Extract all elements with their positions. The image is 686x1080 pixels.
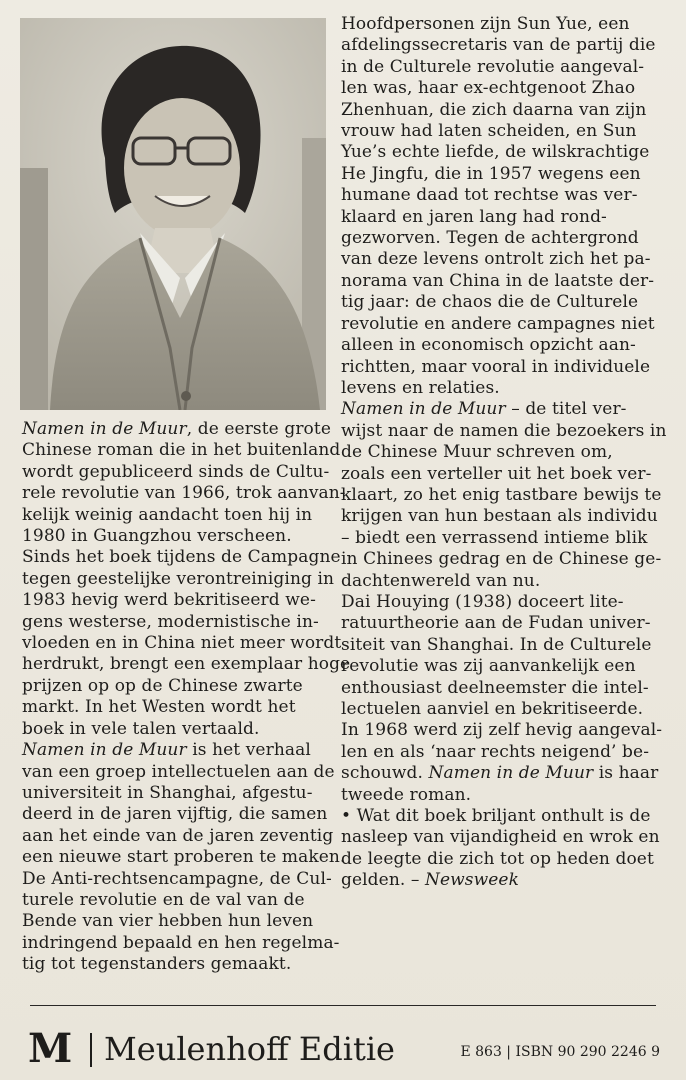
text-line bbox=[341, 571, 677, 592]
text-run: zoals een verteller uit het boek ver- bbox=[341, 463, 652, 484]
text-run: In 1968 werd zij zelf hevig aangeval- bbox=[341, 720, 663, 741]
text-run: een nieuwe start proberen te maken. bbox=[22, 847, 346, 868]
publisher-logo-icon: M bbox=[28, 1025, 72, 1072]
text-line bbox=[341, 763, 677, 784]
text-line bbox=[341, 613, 677, 634]
text-run: He Jingfu, die in 1957 wegens een bbox=[341, 163, 641, 184]
text-line bbox=[341, 742, 677, 763]
text-line bbox=[341, 35, 677, 56]
text-line bbox=[22, 547, 341, 568]
text-run: de Chinese Muur schreven om, bbox=[341, 442, 613, 463]
text-line bbox=[341, 399, 677, 420]
text-run: schouwd. bbox=[341, 763, 429, 784]
text-line bbox=[22, 483, 346, 504]
text-line bbox=[341, 357, 677, 378]
text-line bbox=[341, 100, 677, 121]
left-text-column bbox=[22, 419, 351, 976]
text-line bbox=[22, 633, 342, 654]
text-line bbox=[341, 164, 677, 185]
publisher-brand: Meulenhoff Editie bbox=[104, 1030, 395, 1068]
text-run: afdelingssecretaris van de partij die bbox=[341, 35, 656, 56]
text-run: tig tot tegenstanders gemaakt. bbox=[22, 954, 292, 975]
text-run: Sinds het boek tijdens de Campagne bbox=[22, 547, 341, 568]
text-line bbox=[341, 14, 677, 35]
text-run: krijgen van hun bestaan als individu bbox=[341, 506, 658, 527]
text-run: norama van China in de laatste der- bbox=[341, 270, 655, 291]
text-run: siteit van Shanghai. In de Culturele bbox=[341, 634, 652, 655]
text-line bbox=[341, 656, 677, 677]
text-line bbox=[341, 720, 677, 741]
text-line bbox=[22, 890, 332, 911]
text-run: boek in vele talen vertaald. bbox=[22, 718, 260, 739]
text-run: kelijk weinig aandacht toen hij in bbox=[22, 504, 313, 525]
text-line bbox=[341, 528, 677, 549]
italic-title: Newsweek bbox=[424, 870, 519, 891]
text-line bbox=[22, 590, 332, 611]
publisher-footer bbox=[28, 1027, 668, 1071]
text-line bbox=[341, 314, 677, 335]
text-run: is haar bbox=[593, 763, 659, 784]
text-line bbox=[22, 761, 335, 783]
italic-title: Namen in de Muur bbox=[22, 740, 187, 761]
text-line bbox=[22, 740, 332, 761]
text-line bbox=[22, 419, 332, 440]
logo-separator bbox=[90, 1033, 92, 1067]
text-line bbox=[22, 526, 332, 547]
text-line bbox=[341, 228, 677, 249]
text-run: universiteit in Shanghai, afgestu- bbox=[22, 782, 313, 803]
text-line bbox=[22, 911, 332, 932]
text-line bbox=[22, 440, 341, 461]
isbn-code: E 863 | ISBN 90 290 2246 9 bbox=[460, 1044, 660, 1060]
text-run: enthousiast deelneemster die intel- bbox=[341, 677, 649, 698]
italic-title: Namen in de Muur bbox=[22, 419, 187, 439]
text-line bbox=[341, 185, 677, 206]
text-run: nasleep van vijandigheid en wrok en bbox=[341, 827, 660, 848]
text-run: Bende van vier hebben hun leven bbox=[22, 911, 314, 932]
text-line bbox=[341, 506, 677, 527]
text-run: wordt gepubliceerd sinds de Cultu- bbox=[22, 461, 330, 482]
text-run: in de Culturele revolutie aangeval- bbox=[341, 56, 645, 77]
text-line bbox=[341, 806, 677, 827]
text-line bbox=[22, 676, 332, 697]
text-run: Hoofdpersonen zijn Sun Yue, een bbox=[341, 14, 630, 34]
text-line bbox=[341, 464, 677, 485]
text-run: klaard en jaren lang had rond- bbox=[341, 206, 607, 227]
text-run: rele revolutie van 1966, trok aanvan- bbox=[22, 483, 346, 504]
text-run: len en als ‘naar rechts neigend’ be- bbox=[341, 741, 650, 762]
text-run: klaart, zo het enig tastbare bewijs te bbox=[341, 484, 662, 505]
text-line bbox=[341, 421, 677, 442]
text-line bbox=[341, 849, 677, 870]
text-run: len was, haar ex-echtgenoot Zhao bbox=[341, 78, 636, 99]
italic-title: Namen in de Muur bbox=[428, 763, 594, 784]
text-run: de leegte die zich tot op heden doet bbox=[341, 848, 654, 869]
text-line bbox=[22, 505, 332, 526]
text-line bbox=[22, 804, 332, 825]
right-text-column bbox=[341, 14, 677, 892]
text-line bbox=[22, 826, 332, 847]
text-run: Chinese roman die in het buitenland bbox=[22, 440, 341, 461]
text-run: lectuelen aanviel en bekritiseerde. bbox=[341, 699, 644, 719]
text-run: humane daad tot rechtse was ver- bbox=[341, 185, 638, 206]
text-run: revolutie was zij aanvankelijk een bbox=[341, 656, 636, 677]
text-line bbox=[22, 462, 332, 483]
text-line bbox=[341, 292, 677, 313]
text-line bbox=[22, 719, 332, 740]
text-line bbox=[22, 954, 332, 975]
author-photo bbox=[20, 18, 326, 410]
text-line bbox=[341, 121, 677, 142]
text-run: gens westerse, modernistische in- bbox=[22, 611, 319, 632]
text-run: vrouw had laten scheiden, en Sun bbox=[341, 121, 637, 142]
text-run: van een groep intellectuelen aan de bbox=[22, 761, 335, 782]
text-line bbox=[341, 249, 677, 270]
text-line bbox=[341, 549, 677, 570]
text-run: ratuurtheorie aan de Fudan univer- bbox=[341, 613, 651, 634]
text-line bbox=[341, 57, 677, 78]
text-run: revolutie en andere campagnes niet bbox=[341, 313, 655, 334]
text-line bbox=[22, 932, 340, 954]
text-line bbox=[341, 78, 677, 99]
text-run: turele revolutie en de val van de bbox=[22, 889, 305, 910]
text-run: herdrukt, brengt een exemplaar hoge bbox=[22, 654, 351, 675]
text-run: tegen geestelijke verontreiniging in bbox=[22, 568, 335, 589]
author-portrait-image bbox=[20, 18, 326, 410]
text-run: De Anti-rechtsencampagne, de Cul- bbox=[22, 868, 332, 889]
text-run: in Chinees gedrag en de Chinese ge- bbox=[341, 549, 662, 570]
text-line bbox=[341, 142, 677, 163]
text-run: richtten, maar vooral in individuele bbox=[341, 356, 651, 377]
text-run: gezworven. Tegen de achtergrond bbox=[341, 228, 639, 249]
text-line bbox=[341, 335, 677, 356]
text-run: gelden. – bbox=[341, 870, 425, 891]
text-line bbox=[341, 699, 677, 720]
text-line bbox=[341, 271, 677, 292]
text-run: tweede roman. bbox=[341, 784, 472, 805]
text-line bbox=[22, 869, 332, 890]
text-run: aan het einde van de jaren zeventig bbox=[22, 825, 334, 846]
text-run: dachtenwereld van nu. bbox=[341, 570, 541, 591]
italic-title: Namen in de Muur bbox=[341, 399, 506, 420]
text-line bbox=[341, 635, 677, 656]
text-line bbox=[22, 697, 332, 718]
text-line bbox=[341, 870, 677, 891]
text-run: van deze levens ontrolt zich het pa- bbox=[341, 249, 651, 270]
text-run: wijst naar de namen die bezoekers in bbox=[341, 420, 667, 441]
text-line bbox=[341, 378, 677, 399]
text-run: • Wat dit boek briljant onthult is de bbox=[341, 806, 651, 827]
text-line bbox=[341, 785, 677, 806]
text-run: is het verhaal bbox=[186, 740, 311, 761]
text-run: prijzen op op de Chinese zwarte bbox=[22, 675, 303, 696]
text-line bbox=[341, 827, 677, 848]
text-line bbox=[22, 847, 346, 868]
text-line bbox=[22, 654, 351, 675]
text-run: – de titel ver- bbox=[505, 399, 627, 420]
text-run: Dai Houying (1938) doceert lite- bbox=[341, 591, 624, 612]
text-run: – biedt een verrassend intieme blik bbox=[341, 527, 648, 548]
text-run: , de eerste grote bbox=[186, 419, 331, 439]
text-run: indringend bepaald en hen regelma- bbox=[22, 932, 340, 953]
text-run: levens en relaties. bbox=[341, 377, 500, 398]
text-run: tig jaar: de chaos die de Culturele bbox=[341, 292, 639, 313]
text-run: 1980 in Guangzhou verscheen. bbox=[22, 526, 292, 547]
text-run: vloeden en in China niet meer wordt bbox=[22, 633, 342, 654]
text-run: 1983 hevig werd bekritiseerd we- bbox=[22, 590, 316, 611]
text-run: deerd in de jaren vijftig, die samen bbox=[22, 804, 328, 825]
text-run: Zhenhuan, die zich daarna van zijn bbox=[341, 99, 647, 120]
text-line bbox=[341, 678, 677, 699]
text-line bbox=[22, 568, 335, 590]
footer-divider bbox=[30, 1005, 656, 1006]
text-line bbox=[341, 442, 677, 463]
text-run: markt. In het Westen wordt het bbox=[22, 697, 296, 718]
text-line bbox=[22, 612, 332, 633]
text-line bbox=[341, 207, 677, 228]
text-run: alleen in economisch opzicht aan- bbox=[341, 335, 636, 356]
text-line bbox=[341, 485, 677, 506]
text-run: Yue’s echte liefde, de wilskrachtige bbox=[341, 142, 650, 163]
text-line bbox=[22, 783, 332, 804]
text-line bbox=[341, 592, 677, 613]
